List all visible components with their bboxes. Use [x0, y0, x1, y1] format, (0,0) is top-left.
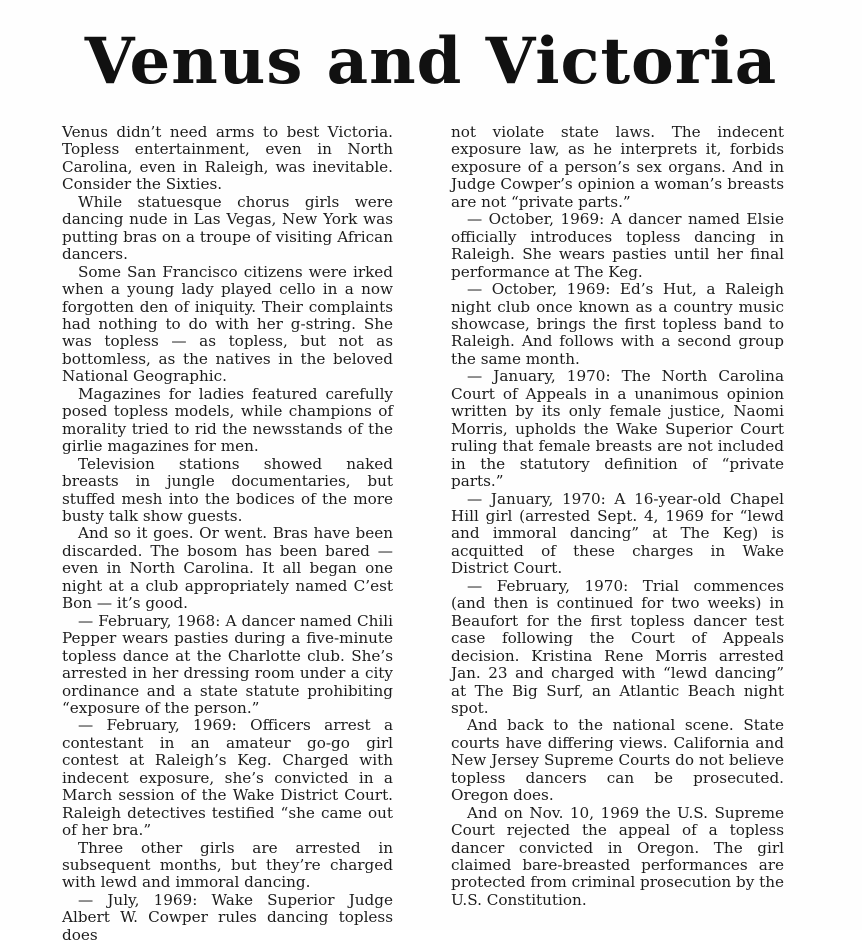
paragraph: And back to the national scene. State courts have differing views. California and New Jersey Supreme Courts do not believe topless dancers can be prosecuted. Oregon does.	[451, 716, 784, 805]
paragraph: — October, 1969: Ed’s Hut, a Raleigh night club once known as a country music showcase, brings the first topless band to Raleigh. And follows with a second group the same month.	[451, 280, 784, 368]
paragraph: — October, 1969: A dancer named Elsie officially introduces topless dancing in Raleigh. She wears pasties until her final performance at The Keg.	[451, 210, 784, 281]
paragraph: Venus didn’t need arms to best Victoria. Topless entertainment, even in North Carolina, even in Raleigh, was inevitable. Consider the Sixties.	[62, 123, 393, 194]
paragraph: Magazines for ladies featured carefully posed topless models, while champions of morality tried to rid the newsstands of the girlie magazines for men.	[62, 384, 393, 456]
paragraph: While statuesque chorus girls were dancing nude in Las Vegas, New York was putting bras on a troupe of visiting African dancers.	[62, 192, 393, 264]
paragraph: — January, 1970: A 16-year-old Chapel Hill girl (arrested Sept. 4, 1969 for “lewd and immoral dancing” at The Keg) is acquitted of these charges in Wake District Court.	[451, 489, 784, 578]
paragraph: And so it goes. Or went. Bras have been discarded. The bosom has been bared — even in North Carolina. It all began one night at a club appropriately named C’est Bon — it’s good.	[62, 524, 393, 613]
right-column	[451, 124, 784, 909]
paragraph: — July, 1969: Wake Superior Judge Albert W. Cowper rules dancing topless does	[62, 890, 393, 944]
paragraph: not violate state laws. The indecent exposure law, as he interprets it, forbids exposure of a person’s sex organs. And in Judge Cowper’s opinion a woman’s breasts are not “private parts.”	[451, 123, 784, 211]
left-column	[62, 124, 393, 944]
paragraph: — February, 1970: Trial commences (and then is continued for two weeks) in Beaufort for the first topless dancer test case following the Court of Appeals decision. Kristina Rene Morris arrested Jan. 23 and charged with “lewd dancing” at The Big Surf, an Atlantic Beach night spot.	[451, 576, 784, 717]
paragraph: Television stations showed naked breasts in jungle documentaries, but stuffed mesh into the bodices of the more busty talk show guests.	[62, 454, 393, 525]
paragraph: — February, 1969: Officers arrest a contestant in an amateur go-go girl contest at Raleigh’s Keg. Charged with indecent exposure, she’s convicted in a March session of the Wake District Court. Raleigh detectives testified “she came out of her bra.”	[62, 716, 393, 840]
paragraph: — February, 1968: A dancer named Chili Pepper wears pasties during a five-minute topless dance at the Charlotte club. She’s arrested in her dressing room under a city ordinance and a state statute prohibiting “exposure of the person.”	[62, 611, 393, 717]
paragraph: — January, 1970: The North Carolina Court of Appeals in a unanimous opinion written by its only female justice, Naomi Morris, upholds the Wake Superior Court ruling that female breasts are not included in the statutory definition of “private parts.”	[451, 367, 784, 491]
headline: Venus and Victoria	[84, 24, 778, 99]
paragraph: Three other girls are arrested in subsequent months, but they’re charged with lewd and immoral dancing.	[62, 838, 393, 892]
paragraph: And on Nov. 10, 1969 the U.S. Supreme Court rejected the appeal of a topless dancer convicted in Oregon. The girl claimed bare-breasted performances are protected from criminal prosecution by the U.S. Constitution.	[451, 803, 784, 909]
paragraph: Some San Francisco citizens were irked when a young lady played cello in a now forgotten den of iniquity. Their complaints had nothing to do with her g-string. She was topless — as topless, but not as bottomless, as the natives in the beloved National Geographic.	[62, 262, 393, 386]
